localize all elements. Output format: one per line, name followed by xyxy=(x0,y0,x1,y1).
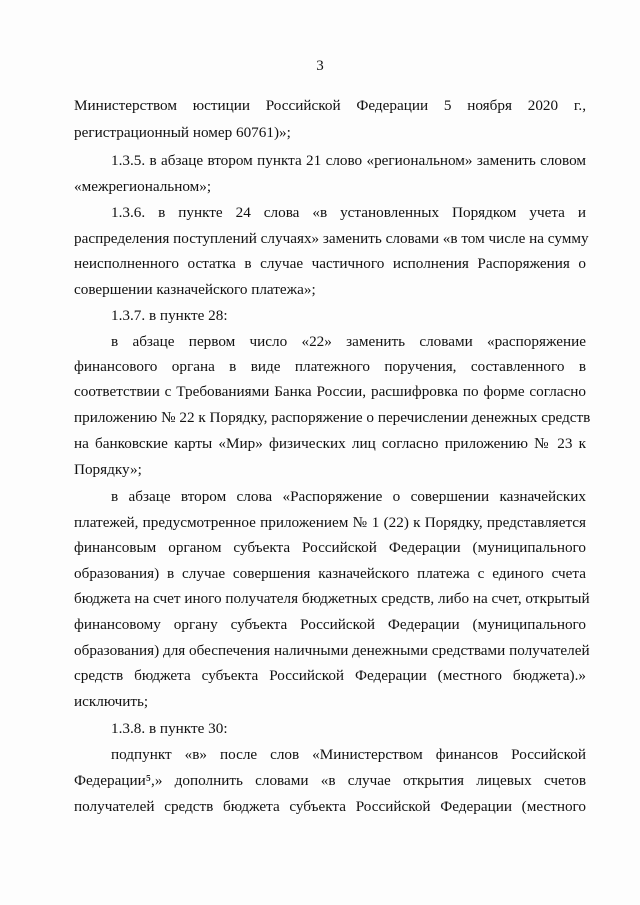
text-line: исключить; xyxy=(74,693,149,710)
text-line: получателей средств бюджета субъекта Российской Федерации (местного xyxy=(74,798,586,815)
text-line: платежей, предусмотренное приложением № 1 (22) к Порядку, представляется xyxy=(74,514,586,531)
text-line: 1.3.5. в абзаце втором пункта 21 слово «региональном» заменить словом xyxy=(111,152,586,169)
text-line: распределения поступлений случаях» заменить словами «в том числе на сумму xyxy=(74,230,589,247)
text-line: на банковские карты «Мир» физических лиц согласно приложению № 23 к xyxy=(74,435,586,452)
text-line: совершении казначейского платежа»; xyxy=(74,281,316,298)
text-line: неисполненного остатка в случае частичного исполнения Распоряжения о xyxy=(74,255,586,272)
text-line: Министерством юстиции Российской Федерации 5 ноября 2020 г., xyxy=(74,97,586,114)
text-line: средств бюджета субъекта Российской Федерации (местного бюджета).» xyxy=(74,667,586,684)
text-line: приложению № 22 к Порядку, распоряжение о перечислении денежных средств xyxy=(74,409,591,426)
text-line: Федерации⁵,» дополнить словами «в случае открытия лицевых счетов xyxy=(74,772,586,789)
text-line: финансовому органу субъекта Российской Федерации (муниципального xyxy=(74,616,586,633)
text-line: 1.3.8. в пункте 30: xyxy=(111,720,228,737)
text-line: 1.3.6. в пункте 24 слова «в установленных Порядком учета и xyxy=(111,204,586,221)
text-line: финансовым органом субъекта Российской Федерации (муниципального xyxy=(74,539,586,556)
text-line: образования) в случае совершения казначейского платежа с единого счета xyxy=(74,565,586,582)
text-line: бюджета на счет иного получателя бюджетных средств, либо на счет, открытый xyxy=(74,590,590,607)
text-line: финансового органа в виде платежного поручения, составленного в xyxy=(74,358,586,375)
text-line: подпункт «в» после слов «Министерством финансов Российской xyxy=(111,746,586,763)
text-line: «межрегиональном»; xyxy=(74,178,212,195)
text-line: 1.3.7. в пункте 28: xyxy=(111,307,228,324)
text-line: в абзаце втором слова «Распоряжение о совершении казначейских xyxy=(111,488,586,505)
text-line: в абзаце первом число «22» заменить словами «распоряжение xyxy=(111,333,586,350)
text-line: образования) для обеспечения наличными денежными средствами получателей xyxy=(74,642,590,659)
page-number: 3 xyxy=(316,58,324,74)
text-line: Порядку»; xyxy=(74,461,142,478)
text-line: регистрационный номер 60761)»; xyxy=(74,124,291,141)
text-line: соответствии с Требованиями Банка России, расшифровка по форме согласно xyxy=(74,383,586,400)
